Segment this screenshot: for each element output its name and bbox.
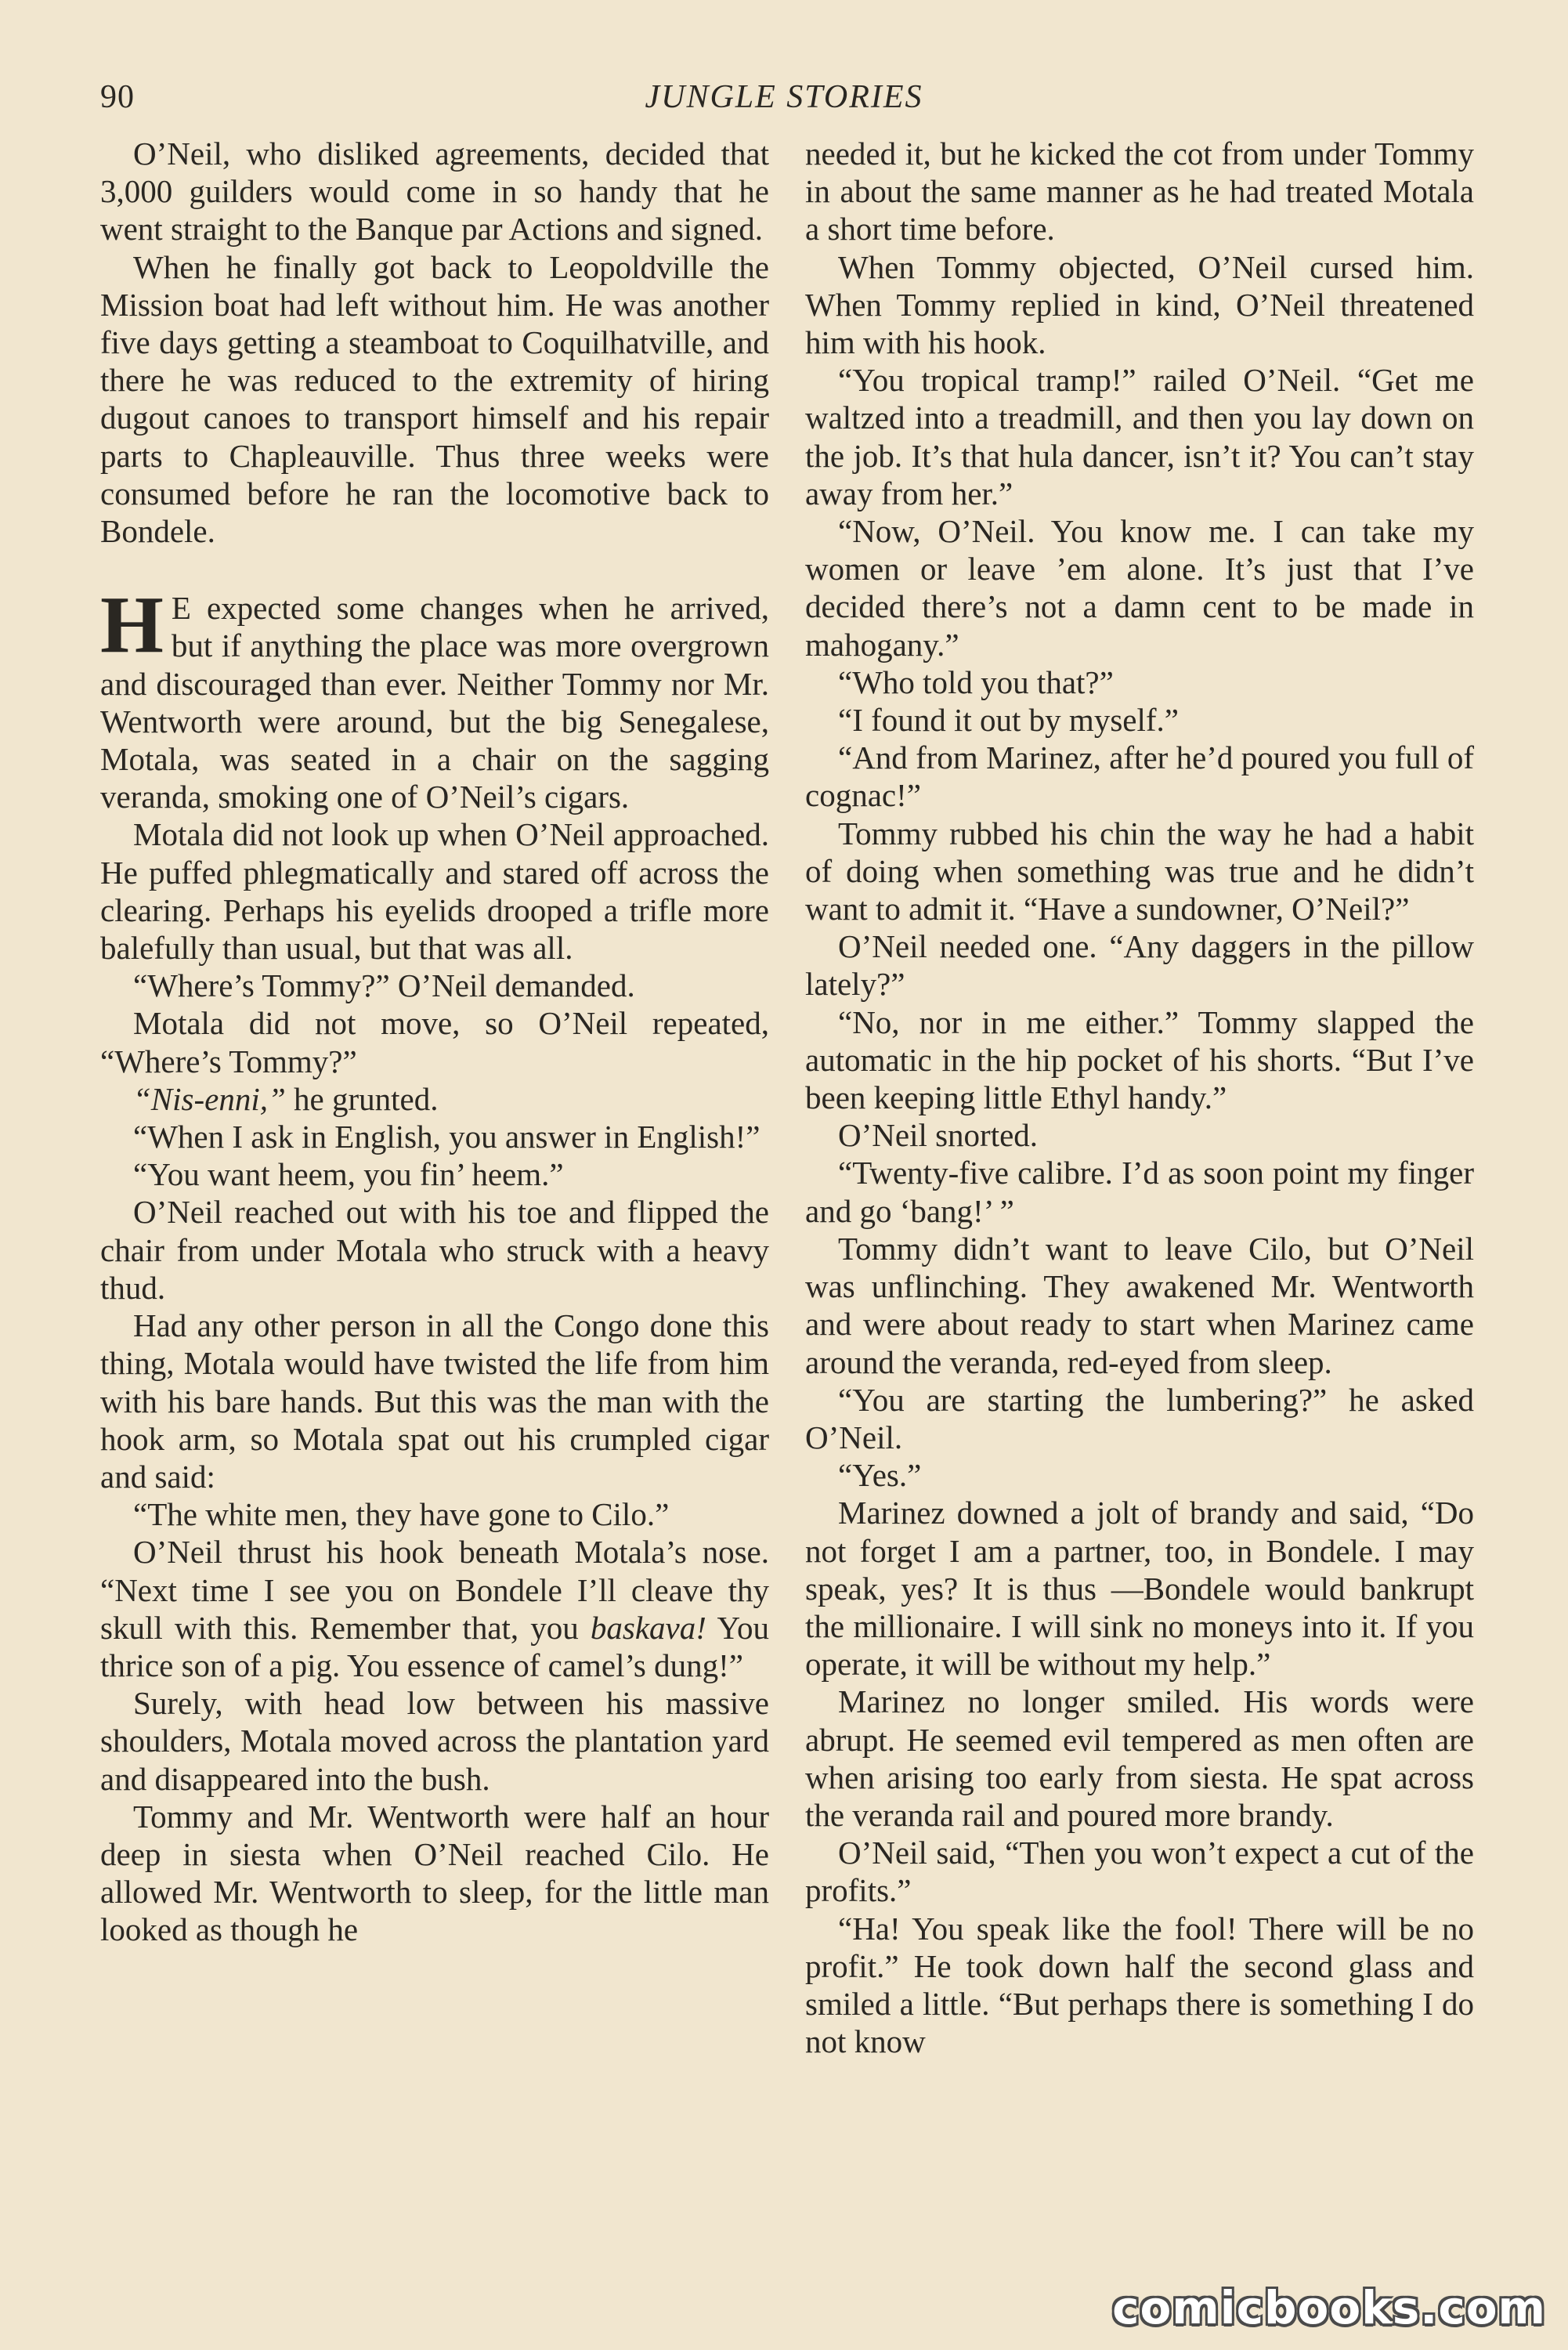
paragraph: “The white men, they have gone to Cilo.” [133,1496,670,1533]
italic-word: baskava! [590,1609,706,1646]
paragraph: Had any other person in all the Congo done this thing, Motala would have twisted the life from him with his bare hands. But this was the man with the hook arm, so Motala spat out his crumpled cigar and said: [100,1307,769,1495]
paragraph: When he finally got back to Leopoldville the Mission boat had left without him. He was another five days getting a steamboat to Coquilhatville, and there he was reduced to the extremity of hiring dugout canoes to transport himself and his repair parts to Chapleauville. Thus three weeks were consumed before he ran the locomotive back to Bondele. [100,248,769,550]
paragraph: Motala did not look up when O’Neil approached. He puffed phlegmatically and stared off across the clearing. Perhaps his eyelids drooped a trifle more balefully than usual, but that was all. [100,816,769,967]
right-column [805,135,1474,2060]
paragraph: “No, nor in me either.” Tommy slapped the automatic in the hip pocket of his shorts. “But I’ve been keeping little Ethyl handy.” [805,1003,1474,1116]
page-number: 90 [100,79,135,115]
section-break-space [100,550,769,589]
paragraph: “And from Marinez, after he’d poured you full of cognac!” [805,739,1474,814]
italic-word: “Nis-enni,” [133,1080,286,1117]
paragraph: “Ha! You speak like the fool! There will be no profit.” He took down half the second glass and smiled a little. “But perhaps there is something I do not know [805,1910,1474,2060]
paragraph: Tommy rubbed his chin the way he had a habit of doing when something was true and he didn’t want to admit it. “Have a sundowner, O’Neil?” [805,815,1474,927]
paragraph: O’Neil needed one. “Any daggers in the pillow lately?” [805,928,1474,1003]
left-column [100,135,769,1949]
paragraph: O’Neil snorted. [838,1117,1039,1154]
paragraph: “Where’s Tommy?” O’Neil demanded. [133,967,635,1004]
paragraph: Motala did not move, so O’Neil repeated, “Where’s Tommy?” [100,1005,769,1079]
paragraph: O’Neil reached out with his toe and flipped the chair from under Motala who struck with a heavy thud. [100,1194,769,1306]
paragraph: Tommy didn’t want to leave Cilo, but O’Neil was unflinching. They awakened Mr. Wentworth and were about ready to start when Marinez came around the veranda, red-eyed from sleep. [805,1230,1474,1380]
paragraph: Tommy and Mr. Wentworth were half an hour deep in siesta when O’Neil reached Cilo. He allowed Mr. Wentworth to sleep, for the little man looked as though he [100,1798,769,1948]
paragraph: “You tropical tramp!” railed O’Neil. “Get me waltzed into a treadmill, and then you lay down on the job. It’s that hula dancer, isn’t it? You can’t stay away from her.” [805,362,1474,512]
paragraph: “You want heem, you fin’ heem.” [133,1156,564,1193]
paragraph: Surely, with head low between his massive shoulders, Motala moved across the plantation yard and disappeared into the bush. [100,1685,769,1797]
paragraph-text: he grunted. [285,1080,439,1117]
paragraph: “You are starting the lumbering?” he asked O’Neil. [805,1381,1474,1455]
paragraph: “Now, O’Neil. You know me. I can take my women or leave ’em alone. It’s just that I’ve decided there’s not a damn cent to be made in mahogany.” [805,513,1474,663]
drop-cap: H [100,580,164,671]
paragraph: “Who told you that?” [838,663,1114,700]
section-opening-text: E expected some changes when he arrived, but if anything the place was more overgrown and discouraged than ever. Neither Tommy nor Mr. Wentworth were around, but the big Senegalese, Motala, was seated in a chair on the sagging veranda, smoking one of O’Neil’s cigars. [100,590,769,815]
paragraph-text: O’Neil thrust his hook beneath Motala’s nose. “Next time I see you on Bondele I’ll cleave thy skull with this. Remember that, you [100,1534,769,1646]
paragraph: Marinez no longer smiled. His words were abrupt. He seemed evil tempered as men often are when arising too early from siesta. He spat across the veranda rail and poured more brandy. [805,1683,1474,1833]
paragraph: needed it, but he kicked the cot from under Tommy in about the same manner as he had treated Motala a short time before. [805,136,1474,248]
paragraph: Marinez downed a jolt of brandy and said, “Do not forget I am a partner, too, in Bondele. I may speak, yes? It is thus —Bondele would bankrupt the millionaire. I will sink no moneys into it. If you operate, it will be without my help.” [805,1495,1474,1683]
watermark: comicbooks.com [1112,2281,1546,2334]
paragraph [100,1080,769,1118]
section-opening-paragraph [100,580,769,815]
paragraph [100,1533,769,1684]
paragraph: “I found it out by myself.” [838,702,1179,739]
paragraph: O’Neil, who disliked agreements, decided that 3,000 guilders would come in so handy that he went straight to the Banque par Actions and signed. [100,136,769,248]
paragraph: When Tommy objected, O’Neil cursed him. When Tommy replied in kind, O’Neil threatened him with his hook. [805,248,1474,361]
running-head: JUNGLE STORIES [645,79,923,115]
paragraph: “Twenty-five calibre. I’d as soon point my finger and go ‘bang!’ ” [805,1155,1474,1229]
paragraph: “When I ask in English, you answer in English!” [133,1119,761,1155]
paragraph: “Yes.” [838,1457,922,1494]
paragraph-text: You thrice son of a pig. You essence of camel’s dung!” [100,1609,769,1683]
paragraph: O’Neil said, “Then you won’t expect a cut of the profits.” [805,1835,1474,1909]
